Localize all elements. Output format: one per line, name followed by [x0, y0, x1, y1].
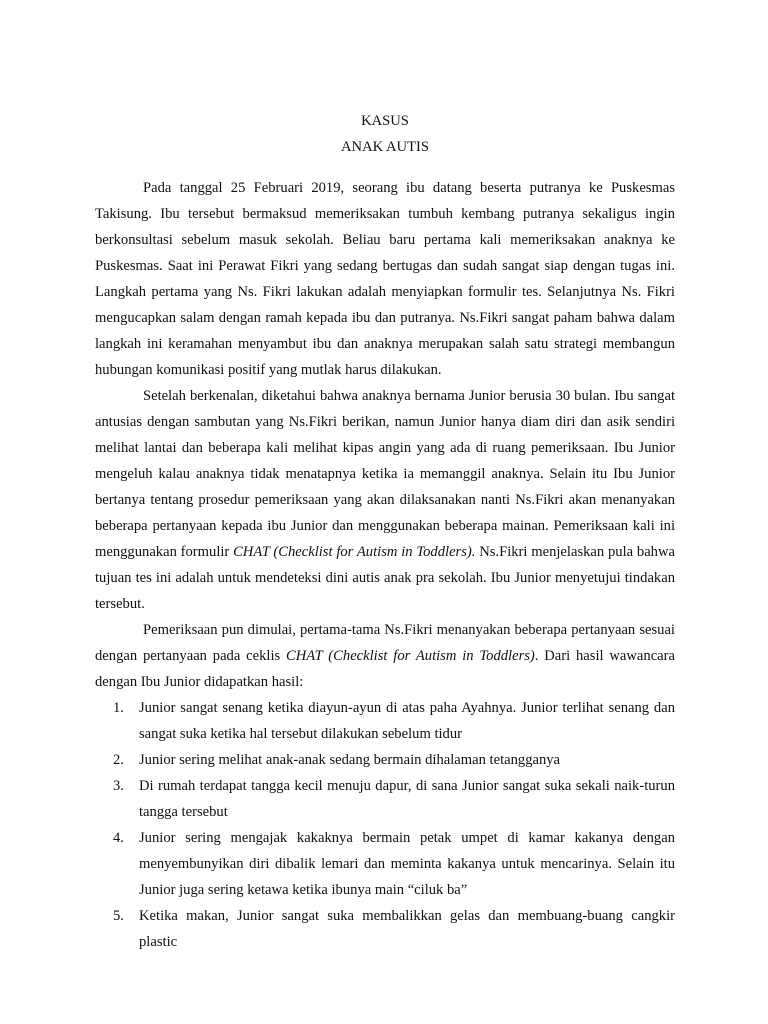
list-item-number: 5. [113, 908, 124, 924]
document-title: KASUS [361, 113, 409, 129]
list-item [95, 825, 675, 903]
result-list [95, 695, 675, 955]
paragraph-2-text-after: Ns.Fikri menjelaskan pula bahwa tujuan tes ini adalah untuk mendeteksi dini autis anak pra sekolah. Ibu Junior menyetujui tindakan tersebut. [95, 544, 675, 612]
list-item-number: 4. [113, 830, 124, 846]
paragraph-3-text-after: . Dari hasil wawancara dengan Ibu Junior didapatkan hasil: [95, 648, 675, 690]
paragraph-3-text-before: Pemeriksaan pun dimulai, pertama-tama Ns.Fikri menanyakan beberapa pertanyaan sesuai dengan pertanyaan pada ceklis [95, 622, 675, 664]
list-item-text: Di rumah terdapat tangga kecil menuju dapur, di sana Junior sangat suka sekali naik-turun tangga tersebut [139, 778, 675, 820]
list-item-text: Junior sangat senang ketika diayun-ayun di atas paha Ayahnya. Junior terlihat senang dan sangat suka ketika hal tersebut dilakukan sebelum tidur [139, 700, 675, 742]
document-subtitle: ANAK AUTIS [341, 139, 429, 155]
list-item [95, 695, 675, 747]
paragraph-1: Pada tanggal 25 Februari 2019, seorang ibu datang beserta putranya ke Puskesmas Takisung. Ibu tersebut bermaksud memeriksakan tumbuh kembang putranya sekaligus ingin berkonsultasi sebelum masuk sekolah. Beliau baru pertama kali memeriksakan anaknya ke Puskesmas. Saat ini Perawat Fikri yang sedang bertugas dan sudah sangat siap dengan tugas ini. Langkah pertama yang Ns. Fikri lakukan adalah menyiapkan formulir tes. Selanjutnya Ns. Fikri mengucapkan salam dengan ramah kepada ibu dan putranya. Ns.Fikri sangat paham bahwa dalam langkah ini keramahan menyambut ibu dan anaknya merupakan salah satu strategi membangun hubungan komunikasi positif yang mutlak harus dilakukan. [95, 180, 675, 378]
document-body [95, 108, 675, 955]
list-item-number: 1. [113, 700, 124, 716]
paragraph-3 [95, 617, 675, 695]
title-block [95, 108, 675, 160]
paragraph-2 [95, 383, 675, 617]
paragraph-2-italic: CHAT (Checklist for Autism in Toddlers). [233, 544, 476, 560]
list-item [95, 903, 675, 955]
list-item [95, 773, 675, 825]
list-item-number: 3. [113, 778, 124, 794]
paragraph-3-italic: CHAT (Checklist for Autism in Toddlers) [286, 648, 535, 664]
list-item-text: Ketika makan, Junior sangat suka membalikkan gelas dan membuang-buang cangkir plastic [139, 908, 675, 950]
list-item-text: Junior sering mengajak kakaknya bermain petak umpet di kamar kakanya dengan menyembunyikan diri dibalik lemari dan meminta kakanya untuk mencarinya. Selain itu Junior juga sering ketawa ketika ibunya main “ciluk ba” [139, 830, 675, 898]
list-item-number: 2. [113, 752, 124, 768]
list-item [95, 747, 675, 773]
paragraph-2-text-before: Setelah berkenalan, diketahui bahwa anaknya bernama Junior berusia 30 bulan. Ibu sangat antusias dengan sambutan yang Ns.Fikri berikan, namun Junior hanya diam diri dan asik sendiri melihat lantai dan beberapa kali melihat kipas angin yang ada di ruang pemeriksaan. Ibu Junior mengeluh kalau anaknya tidak menatapnya ketika ia memanggil anaknya. Selain itu Ibu Junior bertanya tentang prosedur pemeriksaan yang akan dilaksanakan nanti Ns.Fikri akan menanyakan beberapa pertanyaan kepada ibu Junior dan menggunakan beberapa mainan. Pemeriksaan kali ini menggunakan formulir [95, 388, 675, 560]
list-item-text: Junior sering melihat anak-anak sedang bermain dihalaman tetangganya [139, 752, 561, 768]
